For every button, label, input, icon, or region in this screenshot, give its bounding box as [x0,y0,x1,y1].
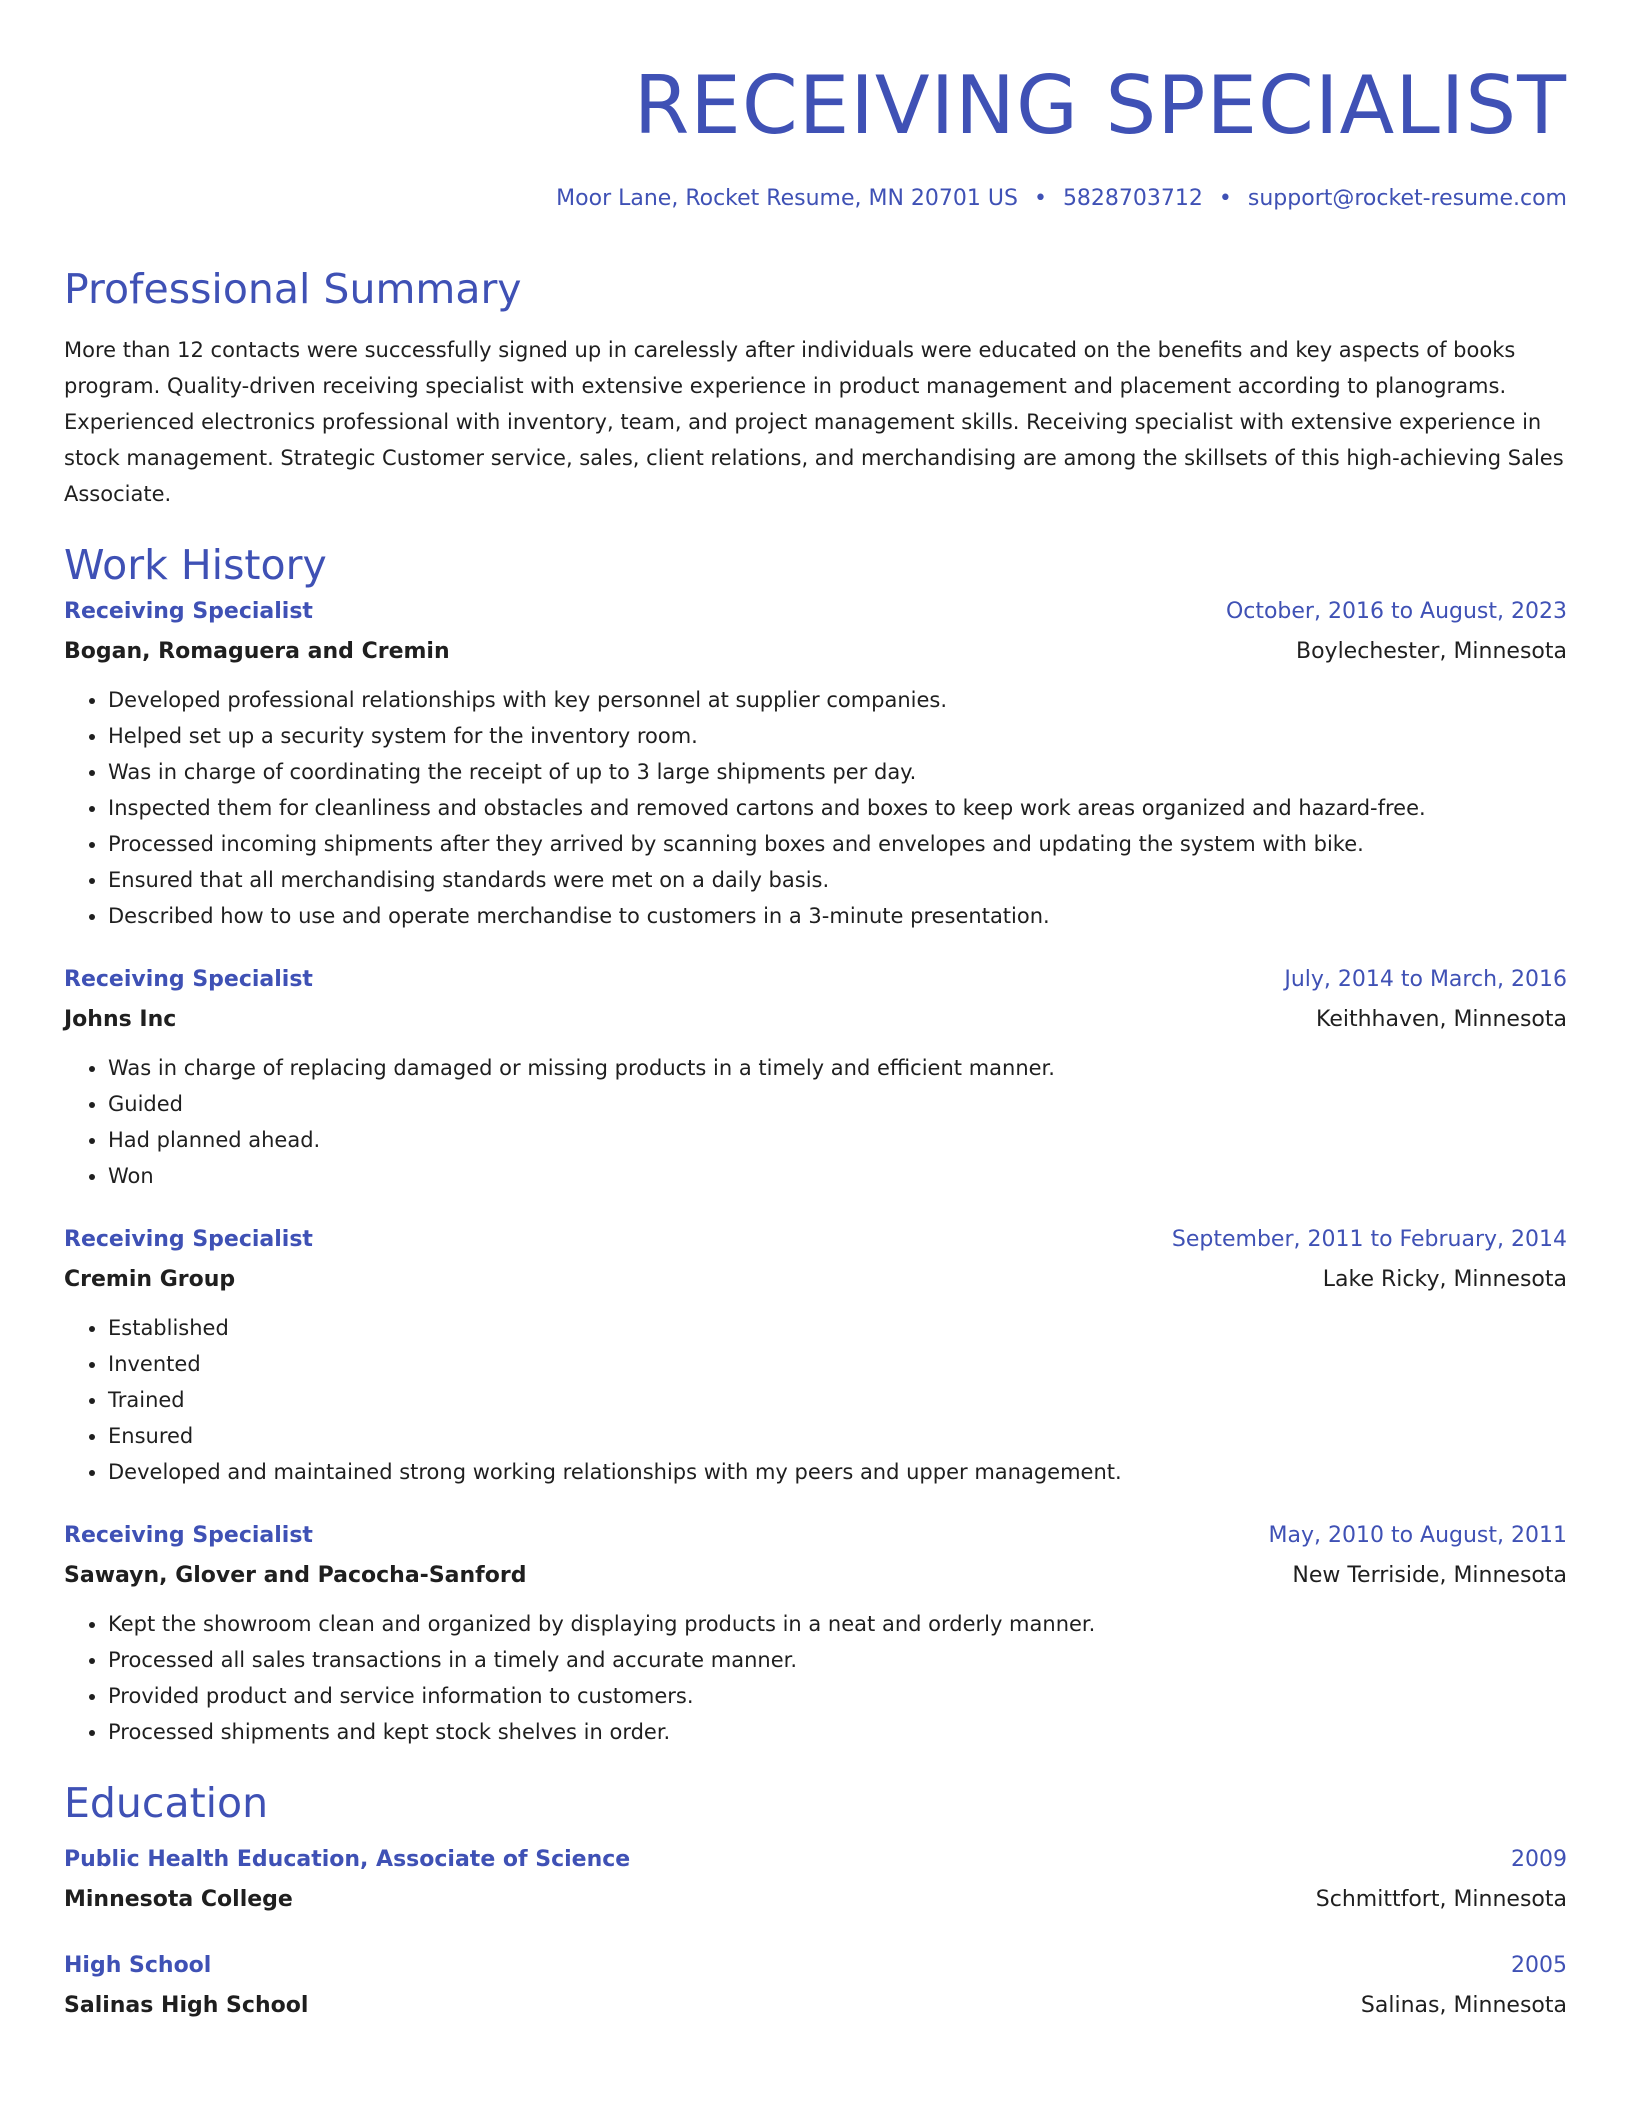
contact-separator: • [1033,186,1047,211]
education-entry [64,1946,1567,2026]
job-company: Sawayn, Glover and Pacocha-Sanford [64,1563,527,1588]
job-bullet: • Won [108,1158,1567,1194]
education-school-row [64,1880,1567,1920]
job-location: New Terriside, Minnesota [1292,1563,1567,1588]
education-entry [64,1840,1567,1920]
education-school: Salinas High School [64,1993,309,2018]
job-bullet: • Provided product and service information to customers. [108,1678,1567,1714]
job-dates: September, 2011 to February, 2014 [1171,1227,1567,1252]
job-bullet: • Was in charge of coordinating the receipt of up to 3 large shipments per day. [108,754,1567,790]
job-bullet: • Had planned ahead. [108,1122,1567,1158]
job-company-row [64,1260,1567,1300]
education-header-row [64,1840,1567,1880]
education-school: Minnesota College [64,1887,293,1912]
resume-title: RECEIVING SPECIALIST [633,59,1567,152]
section-title-education: Education [64,1779,269,1827]
job-entry [64,1220,1567,1490]
education-list [64,1840,1567,2026]
job-bullet: • Processed incoming shipments after they arrived by scanning boxes and envelopes and updating the system with bike. [108,826,1567,862]
contact-email[interactable]: support@rocket-resume.com [1247,186,1567,211]
job-bullet: • Guided [108,1086,1567,1122]
job-bullet-list [64,682,1567,934]
job-bullet: • Kept the showroom clean and organized by displaying products in a neat and orderly manner. [108,1606,1567,1642]
job-company-row [64,1000,1567,1040]
contact-phone[interactable]: 5828703712 [1062,186,1203,211]
education-degree: High School [64,1953,212,1978]
job-location: Keithhaven, Minnesota [1315,1007,1567,1032]
job-bullet: • Helped set up a security system for the inventory room. [108,718,1567,754]
contact-address: Moor Lane, Rocket Resume, MN 20701 US [556,186,1018,211]
job-company: Johns Inc [64,1007,177,1032]
job-location: Lake Ricky, Minnesota [1322,1267,1567,1292]
job-location: Boylechester, Minnesota [1296,639,1567,664]
job-entry [64,1516,1567,1750]
job-bullet: • Ensured that all merchandising standards were met on a daily basis. [108,862,1567,898]
job-header-row [64,960,1567,1000]
education-year: 2005 [1511,1953,1567,1978]
job-bullet: • Processed shipments and kept stock shelves in order. [108,1714,1567,1750]
job-company: Bogan, Romaguera and Cremin [64,639,450,664]
job-entry [64,592,1567,934]
job-role: Receiving Specialist [64,967,313,992]
job-bullet: • Established [108,1310,1567,1346]
job-header-row [64,592,1567,632]
education-header-row [64,1946,1567,1986]
summary-text: More than 12 contacts were successfully signed up in carelessly after individuals were educated on the benefits and key aspects of books program. Quality-driven receiving specialist with extensive experience in product management and placement according to planograms. Experienced electronics professional with inventory, team, and project management skills. Receiving specialist with extensive experience in stock management. Strategic Customer service, sales, client relations, and merchandising are among the skillsets of this high-achieving Sales Associate. [64,338,1564,506]
job-bullet: • Developed professional relationships with key personnel at supplier companies. [108,682,1567,718]
resume-page [64,0,1567,2026]
job-company-row [64,632,1567,672]
job-bullet: • Trained [108,1382,1567,1418]
education-year: 2009 [1511,1847,1567,1872]
contact-separator: • [1218,186,1232,211]
job-role: Receiving Specialist [64,1523,313,1548]
job-entry [64,960,1567,1194]
job-bullet: • Inspected them for cleanliness and obstacles and removed cartons and boxes to keep work areas organized and hazard-free. [108,790,1567,826]
education-degree: Public Health Education, Associate of Science [64,1847,631,1872]
job-header-row [64,1220,1567,1260]
job-bullet-list [64,1606,1567,1750]
section-title-summary: Professional Summary [64,265,522,313]
job-bullet: • Invented [108,1346,1567,1382]
section-title-work-history: Work History [64,541,327,589]
job-bullet: • Ensured [108,1418,1567,1454]
job-dates: July, 2014 to March, 2016 [1284,967,1567,992]
education-school-row [64,1986,1567,2026]
job-bullet-list [64,1310,1567,1490]
education-location: Schmittfort, Minnesota [1315,1887,1567,1912]
education-location: Salinas, Minnesota [1360,1993,1567,2018]
job-dates: October, 2016 to August, 2023 [1225,599,1567,624]
job-bullet-list [64,1050,1567,1194]
job-role: Receiving Specialist [64,599,313,624]
job-company: Cremin Group [64,1267,236,1292]
job-bullet: • Described how to use and operate merchandise to customers in a 3-minute presentation. [108,898,1567,934]
contact-line [64,184,1567,214]
job-header-row [64,1516,1567,1556]
job-dates: May, 2010 to August, 2011 [1268,1523,1567,1548]
job-bullet: • Developed and maintained strong working relationships with my peers and upper management. [108,1454,1567,1490]
job-bullet: • Was in charge of replacing damaged or missing products in a timely and efficient manner. [108,1050,1567,1086]
work-history-list [64,592,1567,1750]
job-company-row [64,1556,1567,1596]
job-role: Receiving Specialist [64,1227,313,1252]
job-bullet: • Processed all sales transactions in a timely and accurate manner. [108,1642,1567,1678]
